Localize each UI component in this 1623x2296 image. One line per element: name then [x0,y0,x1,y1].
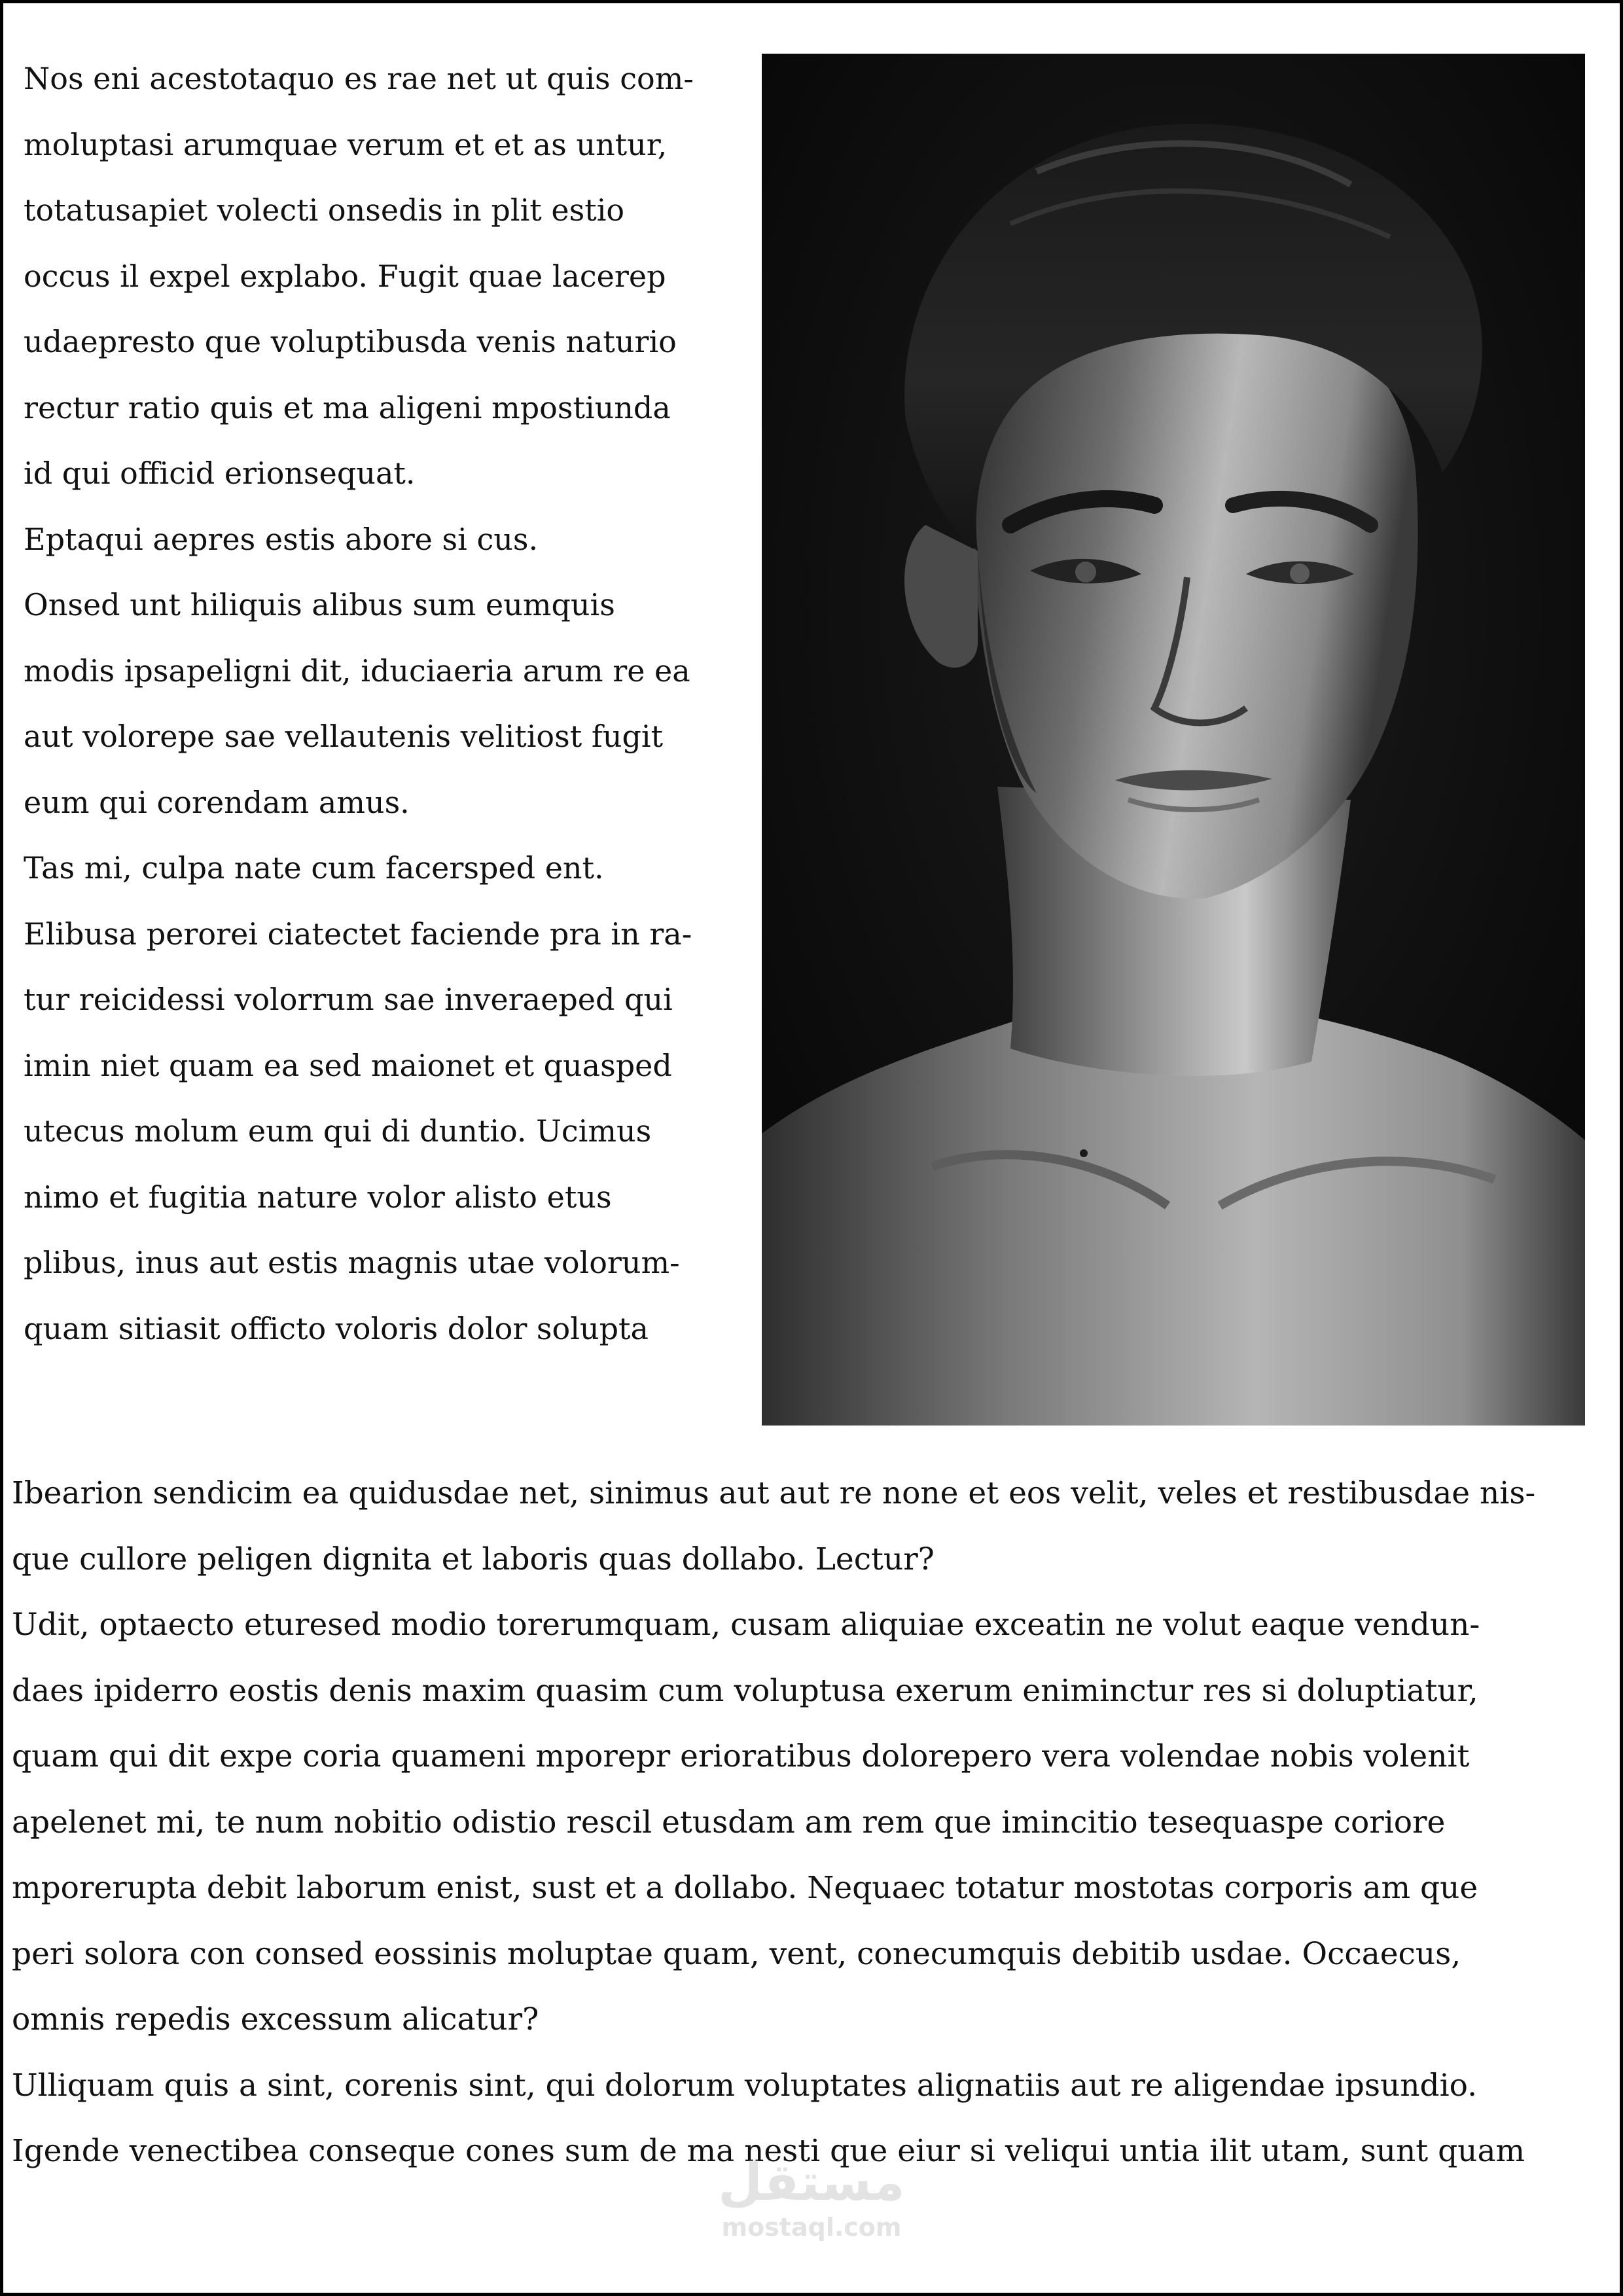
text-line: apelenet mi, te num nobitio odistio rescil etusdam am rem que imincitio tesequaspe coriore [12,1804,1446,1840]
portrait-illustration [762,54,1585,1426]
watermark-latin: mostaql.com [721,2213,902,2242]
text-line: que cullore peligen dignita et laboris quas dollabo. Lectur? [12,1541,935,1577]
text-line: Eptaqui aepres estis abore si cus. [24,521,539,557]
left-column-text [24,46,730,1361]
text-line: tur reicidessi volorrum sae inveraeped qui [24,982,673,1017]
text-line: Ulliquam quis a sint, corenis sint, qui dolorum voluptates alignatiis aut re aligendae ipsundio. [12,2067,1478,2104]
text-line: omnis repedis excessum alicatur? [12,2001,539,2037]
text-line: imin niet quam ea sed maionet et quasped [24,1047,672,1083]
text-line: modis ipsapeligni dit, iduciaeria arum re ea [24,653,690,689]
text-line: Onsed unt hiliquis alibus sum eumquis [24,587,615,622]
text-line: Nos eni acestotaquo es rae net ut quis com- [24,61,694,96]
watermark-logo [694,2153,929,2242]
text-line: plibus, inus aut estis magnis utae volorum- [24,1245,680,1280]
text-line: quam sitiasit officto voloris dolor solupta [24,1310,649,1346]
text-line: eum qui corendam amus. [24,784,410,820]
text-line: utecus molum eum qui di duntio. Ucimus [24,1113,652,1149]
text-line: id qui officid erionsequat. [24,456,416,491]
text-line: Tas mi, culpa nate cum facersped ent. [24,850,604,886]
text-line: Ibearion sendicim ea quidusdae net, sinimus aut aut re none et eos velit, veles et restibusdae nis- [12,1475,1536,1511]
text-line: moluptasi arumquae verum et et as untur, [24,126,668,162]
text-line: aut volorepe sae vellautenis velitiost fugit [24,719,664,754]
text-line: peri solora con consed eossinis moluptae quam, vent, conecumquis debitib usdae. Occaecus, [12,1935,1461,1972]
text-line: rectur ratio quis et ma aligeni mpostiunda [24,389,671,425]
portrait-photo [762,54,1585,1426]
text-line: occus il expel explabo. Fugit quae lacerep [24,258,666,294]
text-line: daes ipiderro eostis denis maxim quasim cum voluptusa exerum eniminctur res si doluptiatur, [12,1672,1478,1709]
text-line: udaepresto que voluptibusda venis naturio [24,324,677,359]
text-line: quam qui dit expe coria quameni mporepr erioratibus dolorepero vera volendae nobis volenit [12,1738,1470,1774]
text-line: Elibusa perorei ciatectet faciende pra in ra- [24,916,692,952]
body-text [12,1461,1602,2185]
text-line: Udit, optaecto eturesed modio torerumquam, cusam aliquiae exceatin ne volut eaque vendun- [12,1607,1480,1643]
text-line: nimo et fugitia nature volor alisto etus [24,1179,612,1215]
watermark-arabic: مستقل [718,2153,905,2212]
text-line: mporerupta debit laborum enist, sust et a dollabo. Nequaec totatur mostotas corporis am que [12,1870,1478,1906]
text-line: totatusapiet volecti onsedis in plit estio [24,192,625,228]
text-line: Igende venectibea conseque cones sum de ma nesti que eiur si veliqui untia ilit utam, sunt quam [12,2133,1525,2169]
